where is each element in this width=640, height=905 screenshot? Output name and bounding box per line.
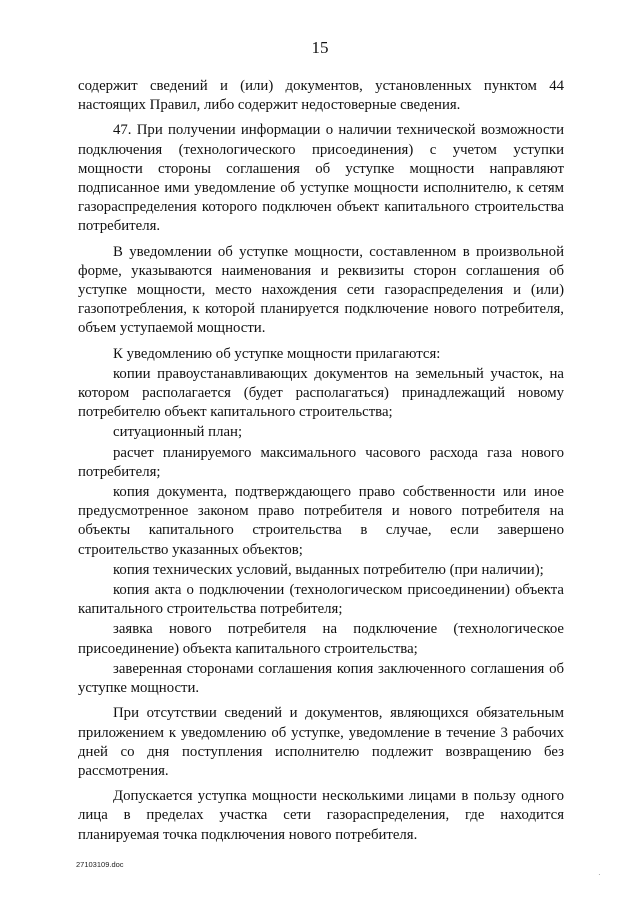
list-item-ownership-document: копия документа, подтверждающего право собственности или иное предусмотренное законом право потребителя и нового потребителя на объекты капитального строительства в случае, если завершено строительство указанных объектов; <box>78 484 564 558</box>
paragraph-notice-content: В уведомлении об уступке мощности, составленном в произвольной форме, указываются наименования и реквизиты сторон соглашения об уступке мощности, место нахождения сети газораспределения и (или) газопотребления, к которой планируется подключение нового потребителя, объем уступаемой мощности. <box>78 243 564 337</box>
list-item-site-plan: ситуационный план; <box>113 424 243 441</box>
paragraph-continuation: содержит сведений и (или) документов, установленных пунктом 44 настоящих Правил, либо содержит недостоверные сведения. <box>78 78 564 114</box>
margin-mark: · <box>598 870 601 879</box>
list-item-land-documents: копии правоустанавливающих документов на земельный участок, на котором располагается (будет располагаться) принадлежащий новому потребителю объект капитального строительства; <box>78 365 564 421</box>
list-item-agreement-copy: заверенная сторонами соглашения копия заключенного соглашения об уступке мощности. <box>78 660 564 697</box>
list-item-technical-conditions: копия технических условий, выданных потребителю (при наличии); <box>113 561 544 578</box>
paragraph-47: 47. При получении информации о наличии технической возможности подключения (технологического присоединения) с учетом уступки мощности стороны соглашения об уступке мощности направляют подписанное ими уведомление об уступке мощности исполнителю, к сетям газораспределения которого подключен объект капитального строительства потребителя. <box>78 122 564 235</box>
paragraph-return-notice: При отсутствии сведений и документов, являющихся обязательным приложением к уведомлению об уступке, уведомление в течение 3 рабочих дней со дня поступления исполнителю подлежит возвращению без рассмотрения. <box>78 705 564 779</box>
list-item-connection-act: копия акта о подключении (технологическом присоединении) объекта капитального строительства потребителя; <box>78 582 564 618</box>
list-item-application: заявка нового потребителя на подключение (технологическое присоединение) объекта капитального строительства; <box>78 621 564 657</box>
page-number: 15 <box>311 38 329 57</box>
document-filename: 27103109.doc <box>76 860 124 869</box>
paragraph-multiple-parties: Допускается уступка мощности несколькими лицами в пользу одного лица в пределах участка сети газораспределения, где находится планируемая точка подключения нового потребителя. <box>78 788 564 843</box>
list-item-gas-calculation: расчет планируемого максимального часового расхода газа нового потребителя; <box>78 444 564 480</box>
document-body <box>78 77 564 851</box>
paragraph-attachments-intro: К уведомлению об уступке мощности прилагаются: <box>113 345 441 362</box>
